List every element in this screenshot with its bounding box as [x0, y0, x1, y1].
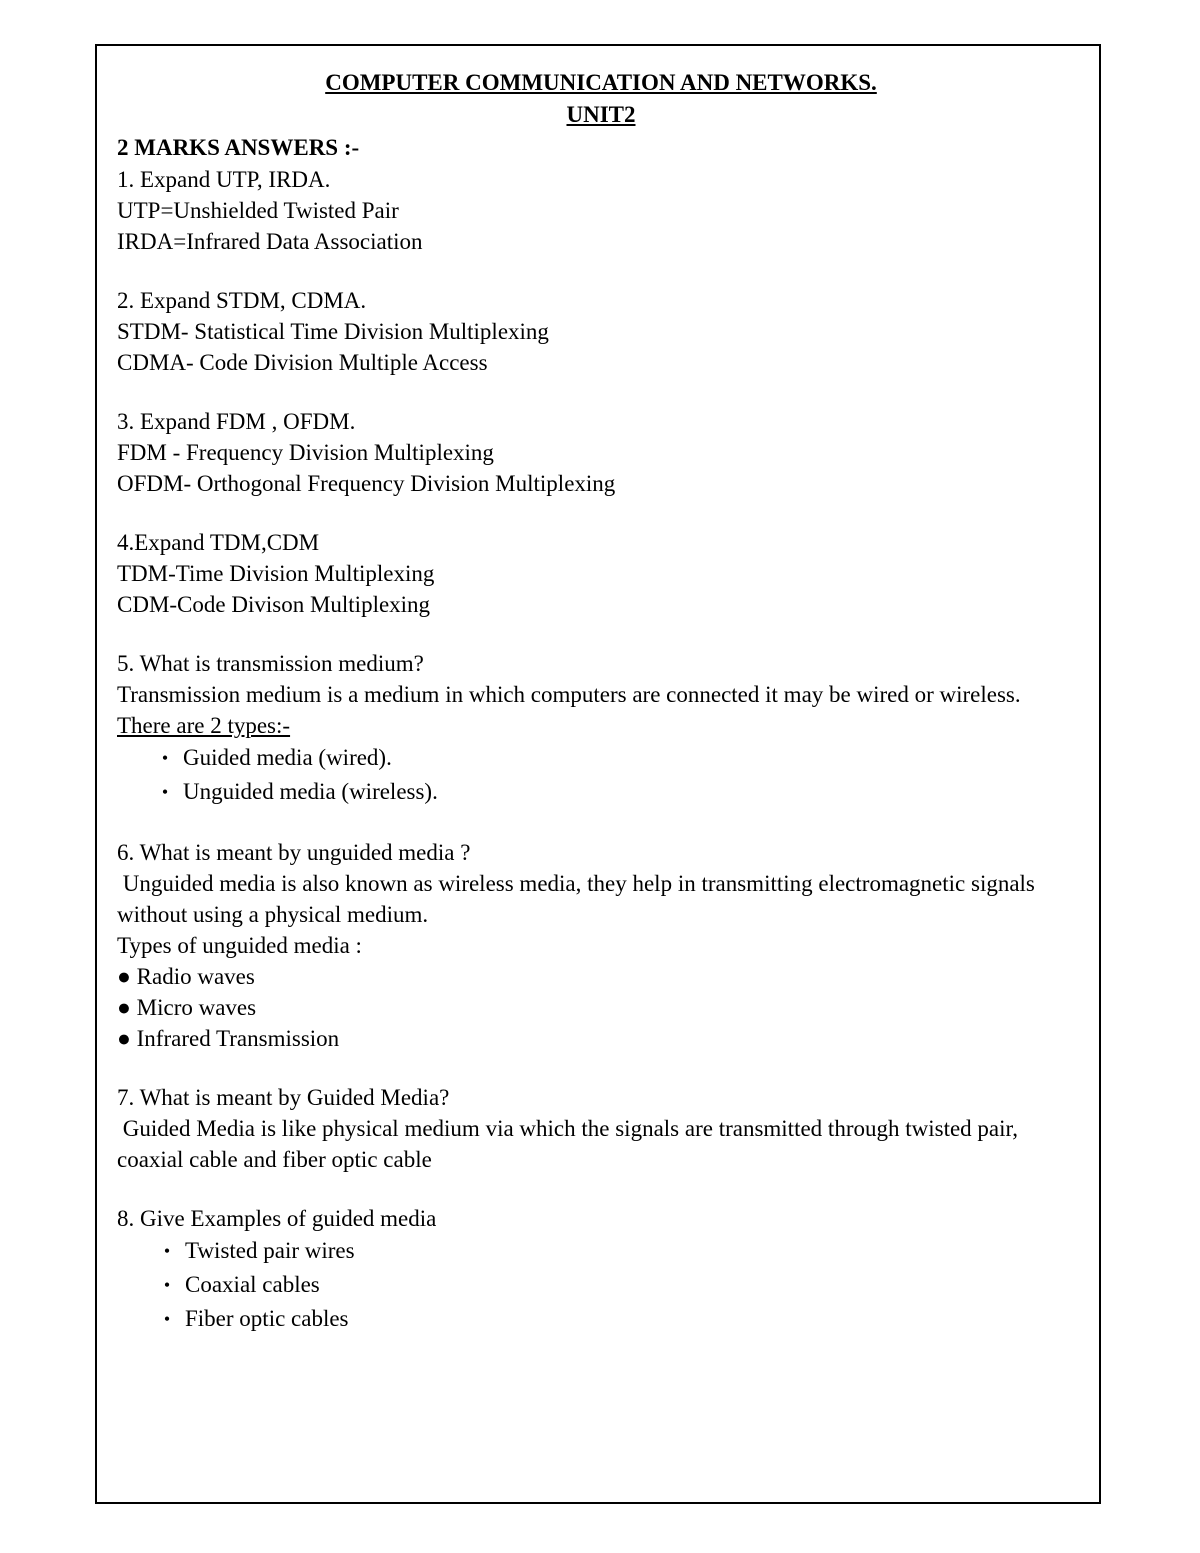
question-1: 1. Expand UTP, IRDA. — [117, 167, 331, 192]
spacer — [117, 499, 1085, 527]
spacer — [117, 809, 1085, 837]
answer-7-text: Guided Media is like physical medium via which the signals are transmitted through twisted pair, coaxial cable and fiber optic cable — [117, 1116, 1024, 1172]
spacer — [117, 1054, 1085, 1082]
spacer — [117, 378, 1085, 406]
question-block-6 — [117, 837, 1085, 1054]
question-4: 4.Expand TDM,CDM — [117, 530, 320, 555]
bullet-icon: • — [161, 748, 169, 768]
answer-3-line-2: OFDM- Orthogonal Frequency Division Multiplexing — [117, 471, 616, 496]
question-7: 7. What is meant by Guided Media? — [117, 1085, 450, 1110]
answer-1-line-2: IRDA=Infrared Data Association — [117, 229, 423, 254]
spacer — [117, 1175, 1085, 1203]
answer-4-line-1: TDM-Time Division Multiplexing — [117, 561, 435, 586]
answer-5-text: Transmission medium is a medium in which computers are connected it may be wired or wireless. — [117, 682, 1021, 707]
question-3: 3. Expand FDM , OFDM. — [117, 409, 356, 434]
question-block-1 — [117, 164, 1085, 257]
question-5: 5. What is transmission medium? — [117, 651, 424, 676]
answer-2-line-1: STDM- Statistical Time Division Multiplexing — [117, 319, 549, 344]
list-item: • Twisted pair wires — [157, 1234, 1085, 1268]
section-label: 2 MARKS ANSWERS :- — [117, 135, 360, 160]
answer-5-types-list — [117, 741, 1085, 809]
question-block-3 — [117, 406, 1085, 499]
answer-2-line-2: CDMA- Code Division Multiple Access — [117, 350, 488, 375]
bullet-icon: • — [163, 1241, 171, 1261]
question-2: 2. Expand STDM, CDMA. — [117, 288, 367, 313]
question-block-7 — [117, 1082, 1085, 1175]
question-block-2 — [117, 285, 1085, 378]
spacer — [117, 257, 1085, 285]
spacer — [117, 620, 1085, 648]
bullet-icon: • — [163, 1275, 171, 1295]
question-8: 8. Give Examples of guided media — [117, 1206, 437, 1231]
document-title: COMPUTER COMMUNICATION AND NETWORKS. — [325, 70, 877, 95]
list-item: • Guided media (wired). — [155, 741, 1085, 775]
bullet-icon: • — [161, 782, 169, 802]
answer-3-line-1: FDM - Frequency Division Multiplexing — [117, 440, 494, 465]
list-item: • Coaxial cables — [157, 1268, 1085, 1302]
answer-6-type-2: ● Micro waves — [117, 995, 257, 1020]
answer-5-types-heading: There are 2 types:- — [117, 713, 291, 738]
bullet-icon: • — [163, 1309, 171, 1329]
answer-6-type-3: ● Infrared Transmission — [117, 1026, 340, 1051]
answer-1-line-1: UTP=Unshielded Twisted Pair — [117, 198, 399, 223]
question-block-5 — [117, 648, 1085, 809]
unit-heading: UNIT2 — [566, 102, 636, 127]
answer-6-types-heading: Types of unguided media : — [117, 933, 362, 958]
answer-4-line-2: CDM-Code Divison Multiplexing — [117, 592, 431, 617]
question-block-4 — [117, 527, 1085, 620]
document-body — [117, 66, 1085, 1336]
list-item: • Fiber optic cables — [157, 1302, 1085, 1336]
answer-6-text: Unguided media is also known as wireless media, they help in transmitting electromagnetic signals without using a physical medium. — [117, 871, 1041, 927]
question-block-8 — [117, 1203, 1085, 1336]
answer-6-type-1: ● Radio waves — [117, 964, 255, 989]
answer-8-examples-list — [117, 1234, 1085, 1336]
question-6: 6. What is meant by unguided media ? — [117, 840, 471, 865]
list-item: • Unguided media (wireless). — [155, 775, 1085, 809]
